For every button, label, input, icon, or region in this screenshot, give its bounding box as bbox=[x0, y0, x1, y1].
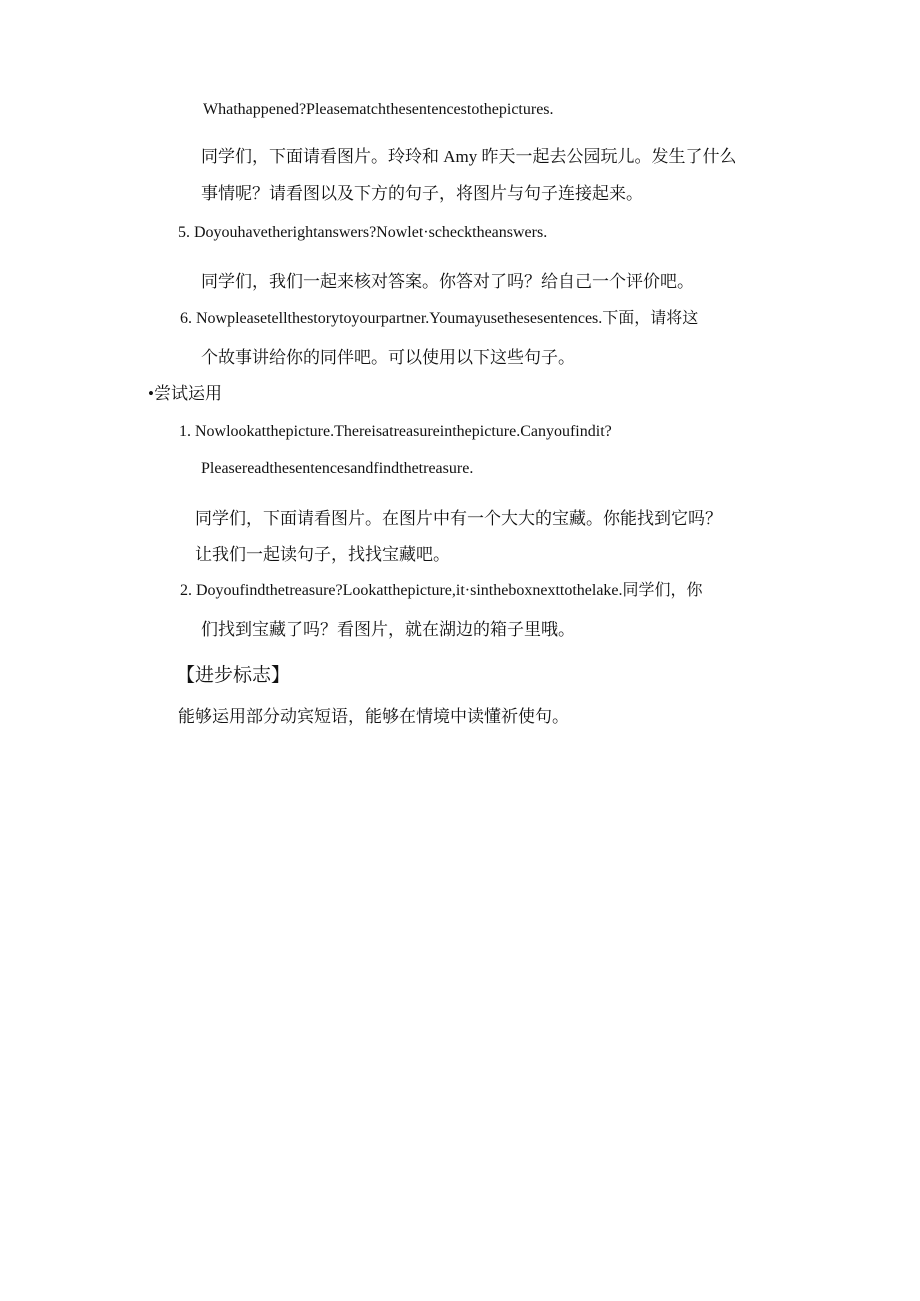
match-instruction-line: Whathappened?Pleasematchthesentencestothepictures. bbox=[203, 101, 554, 118]
paragraph-line: 个故事讲给你的同伴吧。可以使用以下这些句子。 bbox=[201, 348, 575, 367]
step-5-line: 5. Doyouhavetherightanswers?Nowlet·schecktheanswers. bbox=[178, 224, 548, 241]
paragraph-line: 同学们，下面请看图片。玲玲和 Amy 昨天一起去公园玩儿。发生了什么 bbox=[201, 147, 737, 166]
trial-step-1-line: 1. Nowlookatthepicture.Thereisatreasureinthepicture.Canyoufindit? bbox=[179, 423, 612, 440]
paragraph-line: 让我们一起读句子，找找宝藏吧。 bbox=[195, 545, 450, 564]
progress-marker-text: 能够运用部分动宾短语，能够在情境中读懂祈使句。 bbox=[178, 707, 569, 726]
paragraph-line: 同学们，我们一起来核对答案。你答对了吗？给自己一个评价吧。 bbox=[201, 272, 694, 291]
section-bullet-heading: •尝试运用 bbox=[148, 384, 222, 403]
paragraph-line: 同学们，下面请看图片。在图片中有一个大大的宝藏。你能找到它吗？ bbox=[195, 509, 722, 528]
trial-step-2-line: 2. Doyoufindthetreasure?Lookatthepicture,it·sintheboxnexttothelake.同学们，你 bbox=[180, 582, 703, 599]
paragraph-line: 们找到宝藏了吗？看图片，就在湖边的箱子里哦。 bbox=[201, 620, 575, 639]
trial-step-1-continuation: Pleasereadthesentencesandfindthetreasure. bbox=[201, 460, 474, 477]
progress-marker-heading: 【进步标志】 bbox=[176, 665, 291, 686]
paragraph-line: 事情呢？请看图以及下方的句子，将图片与句子连接起来。 bbox=[201, 184, 643, 203]
step-6-line: 6. Nowpleasetellthestorytoyourpartner.Youmayusethesesentences.下面，请将这 bbox=[180, 310, 699, 327]
